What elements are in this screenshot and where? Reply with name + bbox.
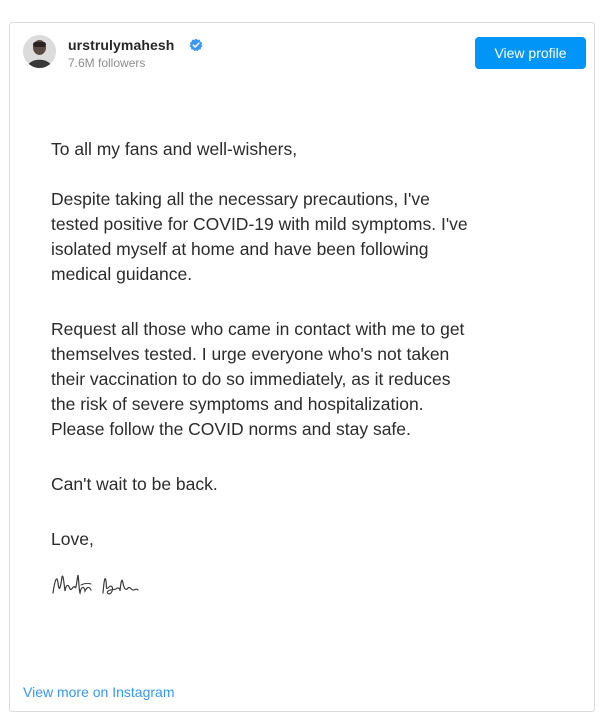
verified-badge-icon (189, 38, 203, 52)
letter-closing: Can't wait to be back. (51, 474, 218, 494)
avatar[interactable] (23, 35, 56, 68)
follower-count: 7.6M followers (68, 56, 146, 70)
letter-paragraph-2: Request all those who came in contact with me to get themselves tested. I urge everyone who's not taken their vaccination to do so immediately, as it reduces the risk of severe symptoms and hospitalization. Please follow the COVID norms and stay safe. (51, 319, 465, 439)
post-header (10, 23, 594, 87)
view-more-on-instagram-link[interactable]: View more on Instagram (23, 684, 175, 700)
view-profile-button[interactable]: View profile (475, 37, 586, 69)
signature (51, 569, 171, 605)
username[interactable]: urstrulymahesh (68, 37, 175, 53)
letter-paragraph-1: Despite taking all the necessary precautions, I've tested positive for COVID-19 with mild symptoms. I've isolated myself at home and have been following medical guidance. (51, 189, 468, 284)
letter-greeting: To all my fans and well-wishers, (51, 139, 298, 159)
letter-sign-off: Love, (51, 529, 94, 549)
instagram-embed (9, 22, 595, 712)
post-image[interactable] (10, 87, 594, 661)
